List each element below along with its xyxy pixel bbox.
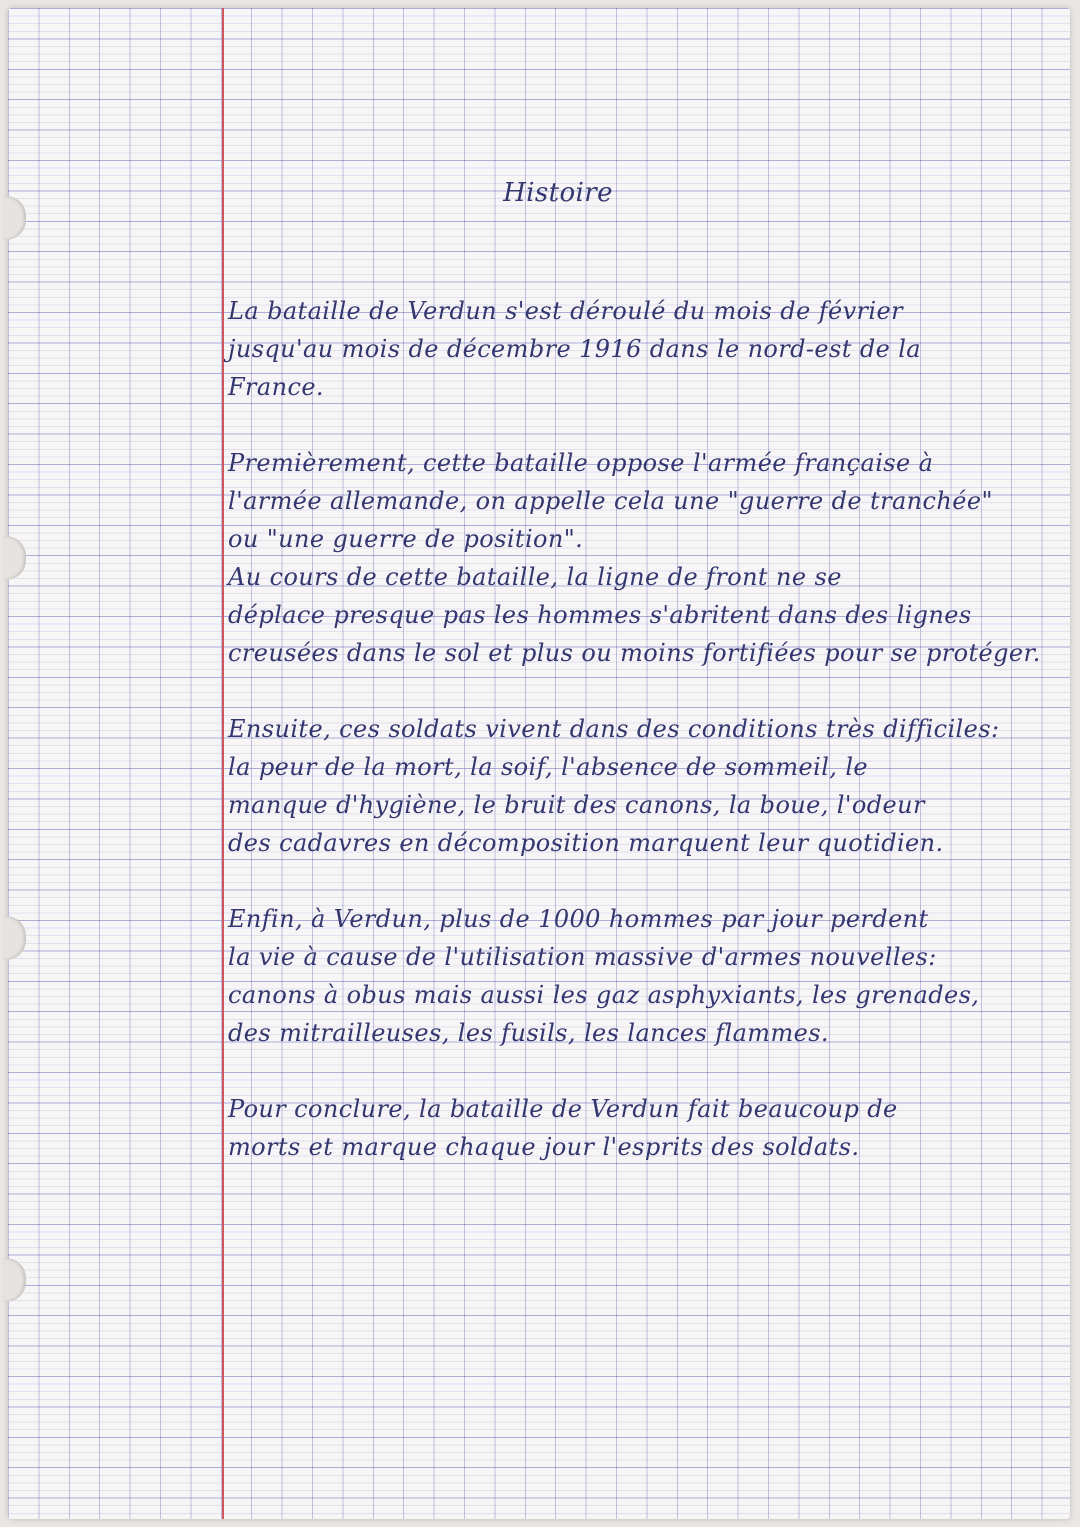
handwritten-text [228, 158, 1068, 1204]
text-line: Enfin, à Verdun, plus de 1000 hommes par jour perdent [228, 905, 929, 933]
text-line: manque d'hygiène, le bruit des canons, la boue, l'odeur [228, 791, 925, 819]
paragraph-5 [228, 1090, 1068, 1166]
text-line: Pour conclure, la bataille de Verdun fait beaucoup de [228, 1095, 898, 1123]
text-line: Ensuite, ces soldats vivent dans des conditions très difficiles: [228, 715, 1000, 743]
text-line: France. [228, 373, 324, 401]
binder-hole [4, 196, 26, 240]
notebook-page [8, 8, 1070, 1519]
paragraph-4 [228, 900, 1068, 1052]
binder-hole [4, 1258, 26, 1302]
paragraph-2 [228, 444, 1068, 672]
text-line: Au cours de cette bataille, la ligne de front ne se [228, 563, 842, 591]
text-line: des mitrailleuses, les fusils, les lances flammes. [228, 1019, 829, 1047]
text-line: Premièrement, cette bataille oppose l'armée française à [228, 449, 934, 477]
text-line: déplace presque pas les hommes s'abritent dans des lignes [228, 601, 972, 629]
text-line: la vie à cause de l'utilisation massive d'armes nouvelles: [228, 943, 937, 971]
text-line: des cadavres en décomposition marquent leur quotidien. [228, 829, 944, 857]
binder-hole [4, 916, 26, 960]
text-line: l'armée allemande, on appelle cela une "guerre de tranchée" [228, 487, 993, 515]
text-line: ou "une guerre de position". [228, 525, 584, 553]
binder-hole [4, 536, 26, 580]
text-line: canons à obus mais aussi les gaz asphyxiants, les grenades, [228, 981, 980, 1009]
text-line: la peur de la mort, la soif, l'absence de sommeil, le [228, 753, 869, 781]
text-line: La bataille de Verdun s'est déroulé du mois de février [228, 297, 903, 325]
text-line: creusées dans le sol et plus ou moins fortifiées pour se protéger. [228, 639, 1041, 667]
paragraph-3 [228, 710, 1068, 862]
text-line: morts et marque chaque jour l'esprits des soldats. [228, 1133, 860, 1161]
margin-line [222, 8, 224, 1519]
text-line: jusqu'au mois de décembre 1916 dans le nord-est de la [228, 335, 922, 363]
paragraph-1 [228, 292, 1068, 406]
page-title: Histoire [503, 178, 613, 208]
